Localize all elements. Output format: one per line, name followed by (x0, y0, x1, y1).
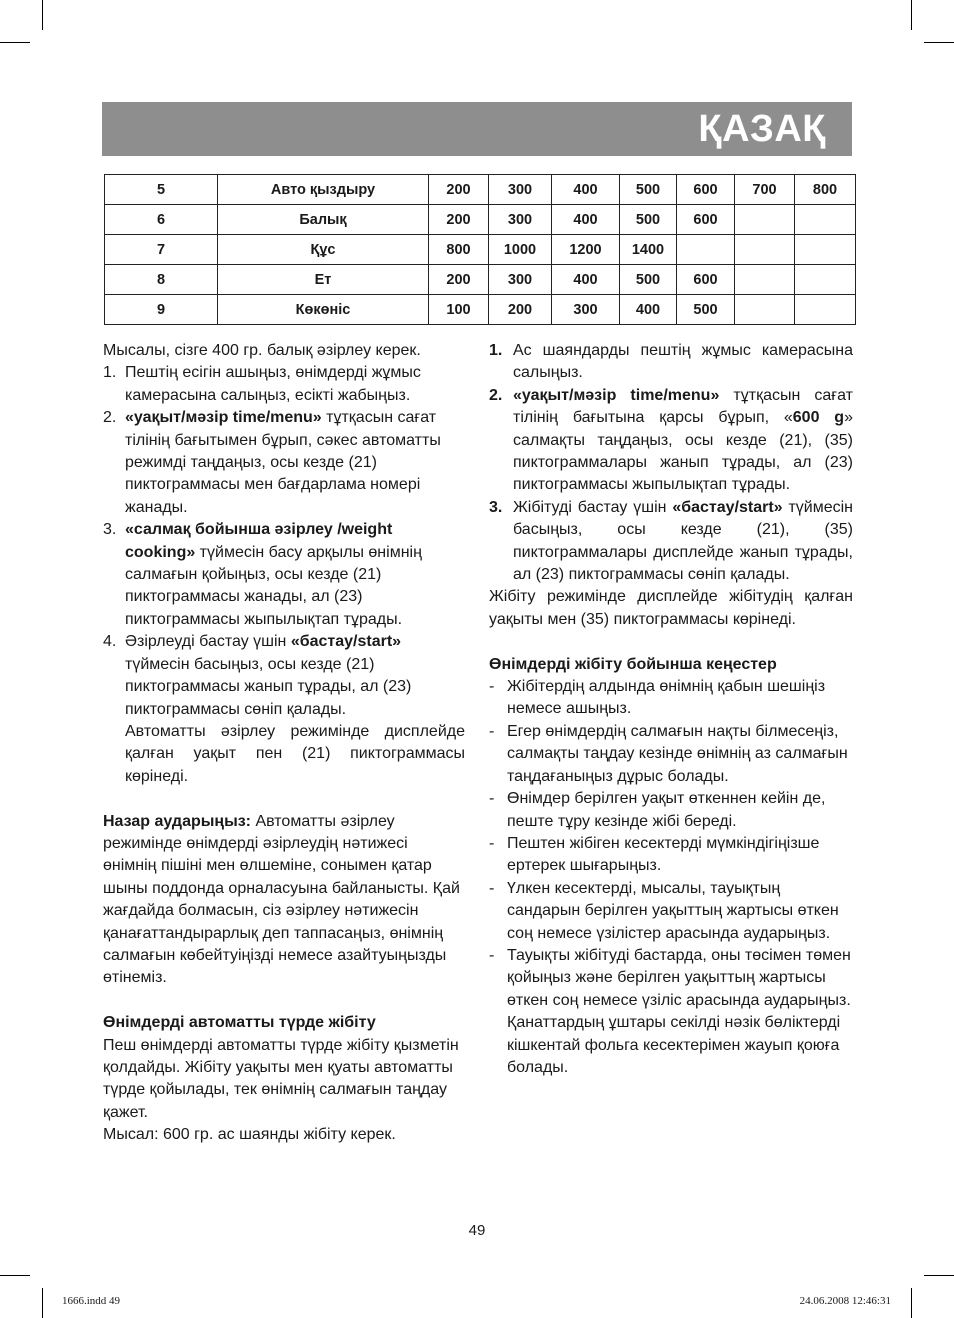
weight-cell (795, 235, 856, 265)
tip-dash: - (489, 879, 495, 897)
tip-text: Тауықты жібітуді бастарда, оны төсімен төмен қойыңыз және берілген уақыттың жартысы өткен соң немесе үзіліс арасында аударыңыз. Қанаттардың ұштары секілді нәзік бөліктерді кішкентай фольга кесектерімен жауып қоюға болады. (507, 946, 851, 1076)
step-extra-text: Автоматты әзірлеу режимінде дисплейде қалған уақыт пен (21) пиктограммасы көрінеді. (125, 722, 465, 785)
tip-dash: - (489, 722, 495, 740)
weight-cell: 500 (620, 175, 677, 205)
weight-cell: 400 (552, 175, 620, 205)
auto-defrost-example: Мысал: 600 гр. ас шаянды жібіту керек. (103, 1126, 396, 1144)
step-item (489, 340, 853, 385)
table-row (105, 175, 856, 205)
step-item (103, 362, 465, 407)
crop-mark (0, 42, 30, 43)
tip-dash: - (489, 834, 495, 852)
right-column (489, 340, 853, 1079)
step-number: 2. (103, 409, 117, 427)
auto-defrost-text: Пеш өнімдерді автоматты түрде жібіту қызметін қолдайды. Жібіту уақыты мен қуаты автоматты түрде қойылады, тек өнімнің салмағын таңдау қажет. (103, 1036, 459, 1121)
defrost-display-text: Жібіту режимінде дисплейде жібітудің қалған уақыты мен (35) пиктограммасы көрінеді. (489, 588, 853, 628)
weight-cell (735, 235, 795, 265)
tip-text: Өнімдер берілген уақыт өткеннен кейін де, пеште тұру кезінде жібі береді. (507, 790, 826, 830)
crop-mark (42, 0, 43, 30)
step-item (103, 407, 465, 519)
step-number: 1. (489, 342, 503, 359)
weight-cell: 400 (620, 295, 677, 325)
weight-cell: 100 (429, 295, 489, 325)
step-text (513, 385, 853, 497)
section-heading (103, 1012, 465, 1034)
weight-cell: 300 (489, 265, 552, 295)
weight-cell: 500 (620, 205, 677, 235)
button-name: «бастау/start» (672, 498, 783, 516)
program-number-cell: 5 (105, 175, 218, 205)
step-text-body: түймесін басыңыз, осы кезде (21) пиктограммасы жанып тұрады, ал (23) пиктограммасы сөніп қалады. (125, 655, 412, 718)
table-row (105, 265, 856, 295)
step-text: Ас шаяндарды пештің жұмыс камерасына салыңыз. (513, 342, 853, 382)
weight-cell: 300 (489, 175, 552, 205)
step-item (489, 497, 853, 587)
button-name: «уақыт/мәзір time/menu» (125, 409, 322, 427)
step-text-body: түймесін басыңыз, осы кезде (21), (35) пиктограммалары дисплейде жанып тұрады, ал (23) пиктограммасы сөніп қалады. (513, 498, 853, 584)
step-text: Пештің есігін ашыңыз, өнімдерді жұмыс камерасына салыңыз, есікті жабыңыз. (125, 364, 421, 404)
step-text (513, 497, 853, 587)
tip-item (489, 721, 853, 788)
crop-mark (42, 1288, 43, 1318)
weight-cell (735, 205, 795, 235)
weight-cell (735, 295, 795, 325)
weight-cell: 400 (552, 265, 620, 295)
tip-text: Пештен жібіген кесектерді мүмкіндігіңізше ертерек шығарыңыз. (507, 834, 820, 875)
datetime-slug: 24.06.2008 12:46:31 (799, 1295, 891, 1307)
button-name: «бастау/start» (290, 633, 402, 651)
auto-defrost-heading: Өнімдерді автоматты түрде жібіту (103, 1014, 376, 1032)
crop-mark (911, 0, 912, 30)
intro-text: Мысалы, сізге 400 гр. балық әзірлеу керек. (103, 342, 421, 359)
weight-table (104, 174, 856, 325)
crop-mark (924, 1275, 954, 1276)
weight-cell: 200 (429, 265, 489, 295)
table-row (105, 205, 856, 235)
weight-cell: 200 (489, 295, 552, 325)
tip-item (489, 833, 853, 878)
crop-mark (911, 1288, 912, 1318)
tip-text: Үлкен кесектерді, мысалы, тауықтың сандарын берілген уақыттың жартысы өткен соң немесе үзілістер арасында аударыңыз. (507, 879, 839, 942)
section-heading (489, 654, 853, 676)
weight-cell: 500 (677, 295, 735, 325)
page-number: 49 (468, 1222, 486, 1239)
file-slug: 1666.indd 49 (62, 1295, 121, 1307)
tip-item (489, 676, 853, 721)
weight-cell: 800 (429, 235, 489, 265)
step-text-body: түймесін басу арқылы өнімнің салмағын қойыңыз, осы кезде (21) пиктограммасы жанады, ал (23) пиктограммасы жыпылықтап тұрады. (125, 543, 422, 628)
tip-dash: - (489, 678, 495, 696)
tip-item (489, 788, 853, 833)
step-text (125, 631, 465, 788)
table-row (105, 235, 856, 265)
step-text-pre: Әзірлеуді бастау үшін (125, 633, 291, 651)
step-text (125, 407, 465, 519)
weight-cell: 500 (620, 265, 677, 295)
tip-dash: - (489, 946, 495, 964)
language-title: ҚАЗАҚ (698, 108, 826, 150)
table-row (105, 295, 856, 325)
weight-cell: 600 (677, 205, 735, 235)
left-column (103, 340, 465, 1147)
weight-cell: 200 (429, 205, 489, 235)
weight-cell: 700 (735, 175, 795, 205)
step-number: 4. (103, 633, 117, 651)
food-type-cell: Авто қыздыру (218, 175, 429, 205)
step-text-body: тұтқасын сағат тілінің бағытына қарсы бұрып, « (513, 386, 854, 427)
tip-text: Егер өнімдердің салмағын нақты білмесеңіз, салмақты таңдау кезінде өнімнің аз салмағын таңдағаныңыз дұрыс болады. (507, 722, 848, 785)
weight-cell: 600 (677, 175, 735, 205)
step-number: 3. (489, 498, 503, 516)
crop-mark (924, 42, 954, 43)
step-number: 2. (489, 386, 503, 404)
attention-paragraph (103, 811, 465, 990)
tip-item (489, 945, 853, 1079)
step-item (103, 519, 465, 631)
weight-cell (795, 295, 856, 325)
food-type-cell: Ет (218, 265, 429, 295)
language-header-bar (102, 102, 852, 156)
program-number-cell: 7 (105, 235, 218, 265)
button-name: «уақыт/мәзір time/menu» (513, 386, 720, 404)
food-type-cell: Балық (218, 205, 429, 235)
tips-list (489, 676, 853, 1079)
attention-label: Назар аударыңыз: (103, 812, 252, 830)
food-type-cell: Құс (218, 235, 429, 265)
weight-cell: 200 (429, 175, 489, 205)
weight-cell (677, 235, 735, 265)
program-number-cell: 8 (105, 265, 218, 295)
step-item (103, 631, 465, 788)
tip-item (489, 878, 853, 945)
food-type-cell: Көкөніс (218, 295, 429, 325)
step-number: 1. (103, 364, 117, 382)
program-number-cell: 9 (105, 295, 218, 325)
weight-cell: 400 (552, 205, 620, 235)
step-text (125, 519, 465, 631)
weight-cell: 600 (677, 265, 735, 295)
weight-cell: 1000 (489, 235, 552, 265)
weight-cell: 1200 (552, 235, 620, 265)
button-name: «салмақ бойынша әзірлеу /weight cooking» (125, 521, 393, 561)
crop-mark (0, 1275, 30, 1276)
tip-text: Жібітердің алдында өнімнің қабын шешіңіз немесе ашыңыз. (507, 678, 826, 718)
program-number-cell: 6 (105, 205, 218, 235)
step-text-body: » салмақты таңдаңыз, осы кезде (21), (35) пиктограммалары жанып тұрады, ал (23) пиктограммасы жыпылықтап тұрады. (513, 409, 853, 494)
weight-cell: 800 (795, 175, 856, 205)
weight-cell: 1400 (620, 235, 677, 265)
weight-cell (735, 265, 795, 295)
tips-heading: Өнімдерді жібіту бойынша кеңестер (489, 655, 777, 673)
tip-dash: - (489, 790, 495, 808)
weight-cell (795, 265, 856, 295)
weight-cell: 300 (489, 205, 552, 235)
step-text-pre: Жібітуді бастау үшін (513, 498, 673, 516)
weight-value: 600 g (792, 409, 845, 427)
weight-cell: 300 (552, 295, 620, 325)
step-text-body: тұтқасын сағат тілінің бағытымен бұрып, сәкес автоматты режимді таңдаңыз, осы кезде (21) пиктограммасы мен бағдарлама номері жанады. (125, 409, 441, 516)
step-number: 3. (103, 521, 117, 539)
step-item (489, 385, 853, 497)
weight-cell (795, 205, 856, 235)
attention-text: Автоматты әзірлеу режимінде өнімдерді әзірлеудің нәтижесі өнімнің пішіні мен өлшеміне, сонымен қатар шыны поддонда орналасуына байланысты. Қай жағдайда болмасын, сіз әзірлеу нәтижесін қанағаттандырарлық деп таппасаңыз, өнімнің салмағын көбейтуіңізді немесе азайтуыңызды өтінеміз. (103, 812, 460, 987)
